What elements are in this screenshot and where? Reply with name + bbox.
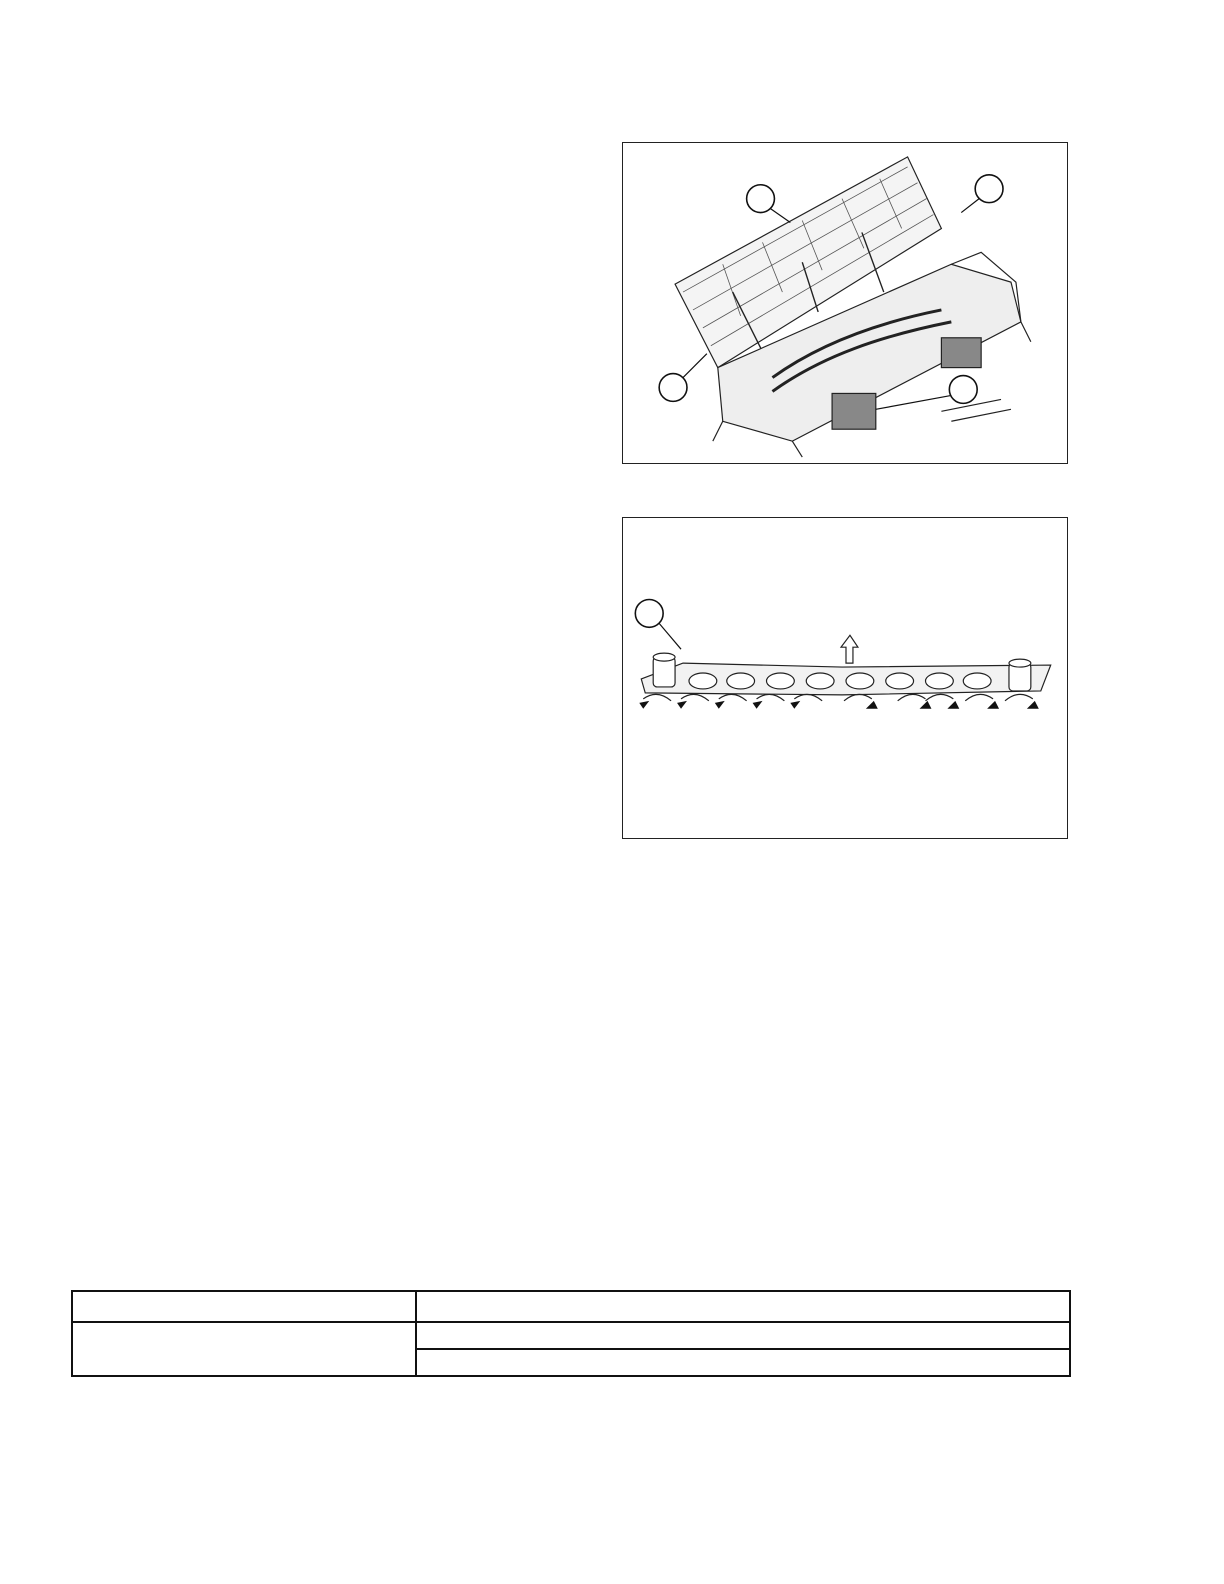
leader-line [683, 354, 707, 378]
leader-line [659, 623, 681, 649]
callout-circle [975, 175, 1003, 203]
callout-circle [635, 599, 663, 627]
gearbox-left [832, 393, 876, 429]
spec-table [71, 1290, 1071, 1377]
callout-circle [747, 185, 775, 213]
table-header-cell [416, 1291, 1070, 1322]
table-value-cell [416, 1322, 1070, 1349]
table-value-cell [416, 1349, 1070, 1376]
leader-line [770, 209, 790, 223]
header-overview-figure [622, 142, 1068, 464]
forward-direction-arrow [841, 635, 858, 663]
leader-line [961, 199, 979, 213]
table-label-cell [72, 1322, 416, 1376]
header-line-drawing [623, 143, 1067, 463]
cutterbar-rotation-figure [622, 517, 1068, 839]
table-row [72, 1322, 1070, 1349]
gearbox-right [941, 338, 981, 368]
table-header-cell [72, 1291, 416, 1322]
callout-circle [949, 376, 977, 404]
leader-line [876, 395, 952, 409]
table-row [72, 1291, 1070, 1322]
cutterbar-line-drawing [623, 518, 1067, 838]
callout-circle [659, 374, 687, 402]
